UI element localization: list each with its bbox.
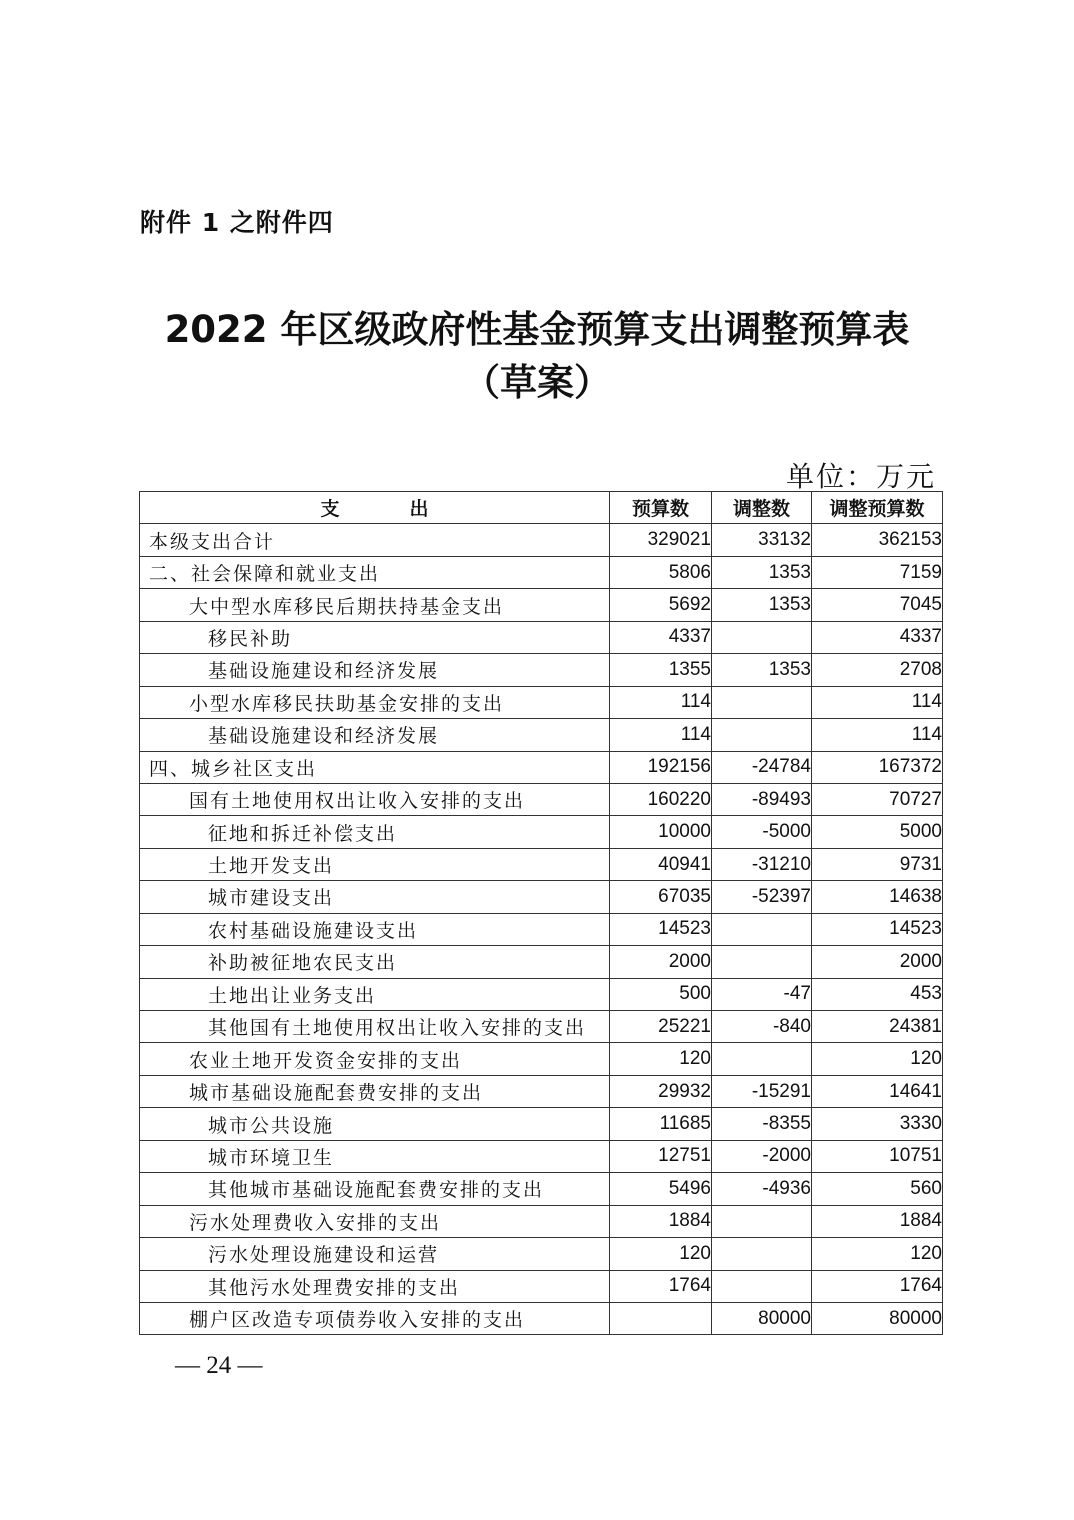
table-row: [140, 946, 943, 978]
table-row: [140, 719, 943, 751]
table-row: [140, 1302, 943, 1334]
row-adjustment: [712, 1270, 812, 1302]
row-adjustment: 1353: [712, 589, 812, 621]
row-name: 国有土地使用权出让收入安排的支出: [140, 783, 610, 815]
row-adjustment: -47: [712, 978, 812, 1010]
row-name: 征地和拆迁补偿支出: [140, 816, 610, 848]
row-budget: 160220: [610, 783, 712, 815]
row-name: 其他国有土地使用权出让收入安排的支出: [140, 1011, 610, 1043]
table-row: [140, 978, 943, 1010]
row-name: 基础设施建设和经济发展: [140, 654, 610, 686]
row-adjusted-budget: 560: [812, 1173, 943, 1205]
header-expenditure-right: 出: [409, 498, 429, 521]
row-budget: 114: [610, 719, 712, 751]
row-adjusted-budget: 120: [812, 1043, 943, 1075]
row-adjustment: [712, 1043, 812, 1075]
row-adjusted-budget: 1884: [812, 1205, 943, 1237]
row-name: 大中型水库移民后期扶持基金支出: [140, 589, 610, 621]
row-budget: 1884: [610, 1205, 712, 1237]
table-row: [140, 1238, 943, 1270]
row-adjustment: -24784: [712, 751, 812, 783]
table-row: [140, 913, 943, 945]
document-title: 2022 年区级政府性基金预算支出调整预算表: [164, 308, 910, 351]
table-row: [140, 654, 943, 686]
row-name: 棚户区改造专项债券收入安排的支出: [140, 1302, 610, 1334]
table-row: [140, 589, 943, 621]
row-budget: 1764: [610, 1270, 712, 1302]
table-row: [140, 686, 943, 718]
row-adjusted-budget: 14523: [812, 913, 943, 945]
row-adjusted-budget: 167372: [812, 751, 943, 783]
table-row: [140, 751, 943, 783]
table-row: [140, 556, 943, 588]
row-name: 农村基础设施建设支出: [140, 913, 610, 945]
row-adjustment: -52397: [712, 881, 812, 913]
row-budget: 40941: [610, 848, 712, 880]
table-body: [140, 524, 943, 1335]
row-adjusted-budget: 10751: [812, 1140, 943, 1172]
row-adjustment: [712, 686, 812, 718]
row-name: 土地出让业务支出: [140, 978, 610, 1010]
row-adjustment: -2000: [712, 1140, 812, 1172]
row-name: 基础设施建设和经济发展: [140, 719, 610, 751]
row-budget: 10000: [610, 816, 712, 848]
table-row: [140, 783, 943, 815]
row-budget: 329021: [610, 524, 712, 556]
table-row: [140, 881, 943, 913]
table-row: [140, 848, 943, 880]
row-name: 四、城乡社区支出: [140, 751, 610, 783]
row-adjusted-budget: 70727: [812, 783, 943, 815]
table-row: [140, 1011, 943, 1043]
row-adjusted-budget: 5000: [812, 816, 943, 848]
row-adjustment: [712, 1238, 812, 1270]
row-adjusted-budget: 3330: [812, 1108, 943, 1140]
row-name: 城市基础设施配套费安排的支出: [140, 1075, 610, 1107]
header-adjustment: 调整数: [712, 492, 812, 524]
row-adjustment: -4936: [712, 1173, 812, 1205]
row-adjusted-budget: 114: [812, 719, 943, 751]
row-budget: 120: [610, 1043, 712, 1075]
row-adjustment: -840: [712, 1011, 812, 1043]
row-name: 污水处理设施建设和运营: [140, 1238, 610, 1270]
row-adjustment: [712, 946, 812, 978]
row-adjustment: 1353: [712, 556, 812, 588]
row-name: 其他城市基础设施配套费安排的支出: [140, 1173, 610, 1205]
row-budget: 11685: [610, 1108, 712, 1140]
row-adjustment: [712, 621, 812, 653]
row-budget: 12751: [610, 1140, 712, 1172]
row-name: 移民补助: [140, 621, 610, 653]
row-adjustment: 1353: [712, 654, 812, 686]
table-row: [140, 816, 943, 848]
row-name: 污水处理费收入安排的支出: [140, 1205, 610, 1237]
row-adjusted-budget: 14641: [812, 1075, 943, 1107]
page-number: — 24 —: [175, 1352, 263, 1379]
table-row: [140, 1140, 943, 1172]
row-name: 小型水库移民扶助基金安排的支出: [140, 686, 610, 718]
row-name: 城市环境卫生: [140, 1140, 610, 1172]
row-budget: 192156: [610, 751, 712, 783]
row-adjustment: -31210: [712, 848, 812, 880]
row-adjusted-budget: 2708: [812, 654, 943, 686]
row-budget: 29932: [610, 1075, 712, 1107]
row-adjusted-budget: 7045: [812, 589, 943, 621]
attachment-label: 附件 1 之附件四: [140, 208, 334, 237]
header-expenditure: [140, 492, 610, 524]
row-budget: 14523: [610, 913, 712, 945]
row-name: 本级支出合计: [140, 524, 610, 556]
row-adjustment: [712, 913, 812, 945]
row-adjusted-budget: 114: [812, 686, 943, 718]
row-adjusted-budget: 2000: [812, 946, 943, 978]
row-adjustment: [712, 1205, 812, 1237]
row-adjustment: -15291: [712, 1075, 812, 1107]
table-row: [140, 524, 943, 556]
row-budget: 2000: [610, 946, 712, 978]
row-adjustment: 80000: [712, 1302, 812, 1334]
row-adjusted-budget: 7159: [812, 556, 943, 588]
row-budget: [610, 1302, 712, 1334]
row-name: 其他污水处理费安排的支出: [140, 1270, 610, 1302]
row-budget: 67035: [610, 881, 712, 913]
row-budget: 5496: [610, 1173, 712, 1205]
row-adjusted-budget: 24381: [812, 1011, 943, 1043]
row-adjustment: -8355: [712, 1108, 812, 1140]
row-name: 农业土地开发资金安排的支出: [140, 1043, 610, 1075]
row-name: 土地开发支出: [140, 848, 610, 880]
row-adjusted-budget: 120: [812, 1238, 943, 1270]
header-adjusted-budget: 调整预算数: [812, 492, 943, 524]
row-budget: 120: [610, 1238, 712, 1270]
table-row: [140, 1173, 943, 1205]
document-subtitle: （草案）: [463, 361, 611, 404]
row-budget: 5806: [610, 556, 712, 588]
header-budget: 预算数: [610, 492, 712, 524]
row-adjusted-budget: 14638: [812, 881, 943, 913]
row-adjusted-budget: 80000: [812, 1302, 943, 1334]
table-row: [140, 1075, 943, 1107]
header-expenditure-left: 支: [320, 498, 340, 521]
row-adjusted-budget: 1764: [812, 1270, 943, 1302]
table-row: [140, 1205, 943, 1237]
table-row: [140, 621, 943, 653]
table-row: [140, 1270, 943, 1302]
row-name: 城市公共设施: [140, 1108, 610, 1140]
table-header-row: [140, 492, 943, 524]
row-budget: 5692: [610, 589, 712, 621]
row-adjusted-budget: 453: [812, 978, 943, 1010]
row-adjusted-budget: 9731: [812, 848, 943, 880]
row-name: 二、社会保障和就业支出: [140, 556, 610, 588]
row-budget: 4337: [610, 621, 712, 653]
row-adjustment: [712, 719, 812, 751]
row-budget: 114: [610, 686, 712, 718]
row-adjustment: 33132: [712, 524, 812, 556]
table-row: [140, 1043, 943, 1075]
budget-table: [139, 491, 943, 1335]
row-adjusted-budget: 362153: [812, 524, 943, 556]
row-budget: 1355: [610, 654, 712, 686]
row-adjustment: -89493: [712, 783, 812, 815]
row-adjusted-budget: 4337: [812, 621, 943, 653]
table-row: [140, 1108, 943, 1140]
row-name: 城市建设支出: [140, 881, 610, 913]
row-budget: 500: [610, 978, 712, 1010]
unit-label: 单位：万元: [785, 460, 936, 493]
row-name: 补助被征地农民支出: [140, 946, 610, 978]
row-adjustment: -5000: [712, 816, 812, 848]
row-budget: 25221: [610, 1011, 712, 1043]
